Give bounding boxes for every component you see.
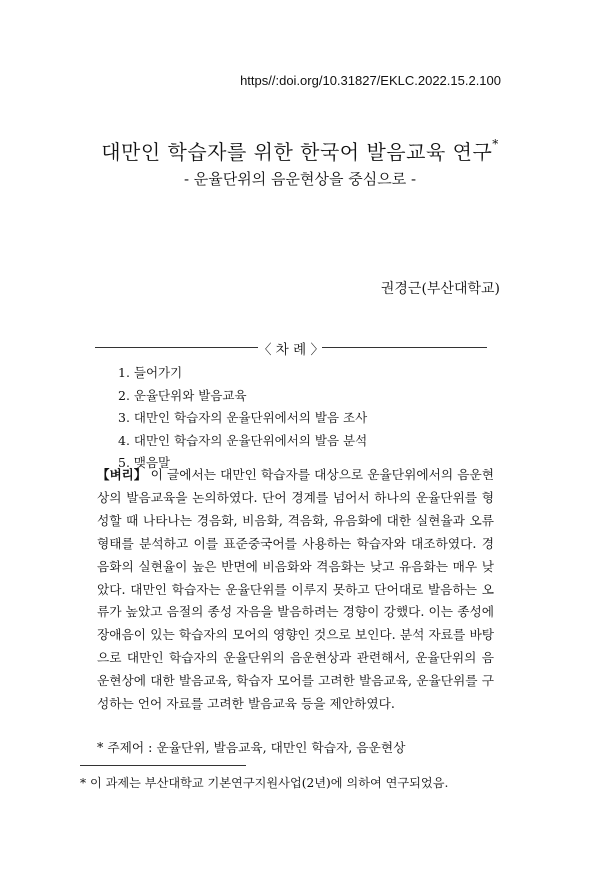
- toc-divider-left: [95, 347, 258, 348]
- abstract-text: 과 오류 형태를 분석하고 이를 표준중국어를 사용하는 학습자와 대조: [97, 512, 494, 551]
- paper-title: [0, 136, 600, 165]
- abstract-text: 현상과 관련해서, 운율단위의 음운현상에 대한 발음교육, 학습자 모어: [97, 650, 494, 689]
- abstract-text: 어대로 발음하는 오류가 높았고 음절의 종성 자음을 발음하려는 경향: [97, 581, 494, 620]
- abstract-label: 【벼리】: [97, 467, 147, 482]
- abstract: [97, 464, 494, 716]
- abstract-text: 음화는 매우 낮았다. 대만인 학습자는 운율단위를 이루지 못하고 단: [97, 558, 494, 597]
- abstract-text: 이 강했다. 이는 종성에 장애음이 있는 학습자의 모어의 영향인 것으: [97, 604, 495, 643]
- paper-subtitle: - 운율단위의 음운현상을 중심으로 -: [183, 170, 417, 188]
- toc-item: 4. 대만인 학습자의 운율단위에서의 발음 분석: [118, 432, 368, 448]
- abstract-text: 하였다. 경음화의 실현율이 높은 반면에 비음화와 격음화는 낮고 유: [97, 535, 494, 574]
- author-affiliation: 권경근(부산대학교): [380, 281, 500, 297]
- keywords: * 주제어 : 운율단위, 발음교육, 대만인 학습자, 음운현상: [97, 740, 406, 755]
- doi-link[interactable]: https//:doi.org/10.31827/EKLC.2022.15.2.100: [240, 73, 501, 88]
- abstract-text: 를 형성할 때 나타나는 경음화, 비음화, 격음화, 유음화에 대한 실현율: [97, 489, 495, 528]
- title-footnote-mark: *: [492, 137, 499, 151]
- toc-item: 5. 맺음말: [118, 455, 171, 471]
- table-of-contents: [118, 362, 367, 475]
- paper-title-text: 대만인 학습자를 위한 한국어 발음교육 연구: [101, 140, 493, 164]
- toc-item: 2. 운율단위와 발음교육: [118, 387, 247, 403]
- toc-divider-right: [322, 347, 487, 348]
- abstract-text: 현상의 발음교육을 논의하였다. 단어 경계를 넘어서 하나의 운율단위: [97, 467, 494, 505]
- toc-heading: 〈 차 례 〉: [258, 342, 324, 358]
- footnote-divider: [80, 765, 246, 766]
- abstract-text: 로 보인다. 분석 자료를 바탕으로 대만인 학습자의 운율단위의 음운: [97, 627, 494, 666]
- abstract-text: 를 고려한 발음교육, 운율단위를 구성하는 언어 자료를 고려한 발음: [97, 673, 494, 712]
- footnote: * 이 과제는 부산대학교 기본연구지원사업(2년)에 의하여 연구되었음.: [80, 776, 449, 790]
- toc-item: 1. 들어가기: [118, 365, 183, 380]
- toc-item: 3. 대만인 학습자의 운율단위에서의 발음 조사: [118, 410, 368, 426]
- abstract-text: 교육 등을 제안하였다.: [272, 696, 395, 712]
- abstract-text: 이 글에서는 대만인 학습자를 대상으로 운율단위에서의 음운: [146, 467, 482, 482]
